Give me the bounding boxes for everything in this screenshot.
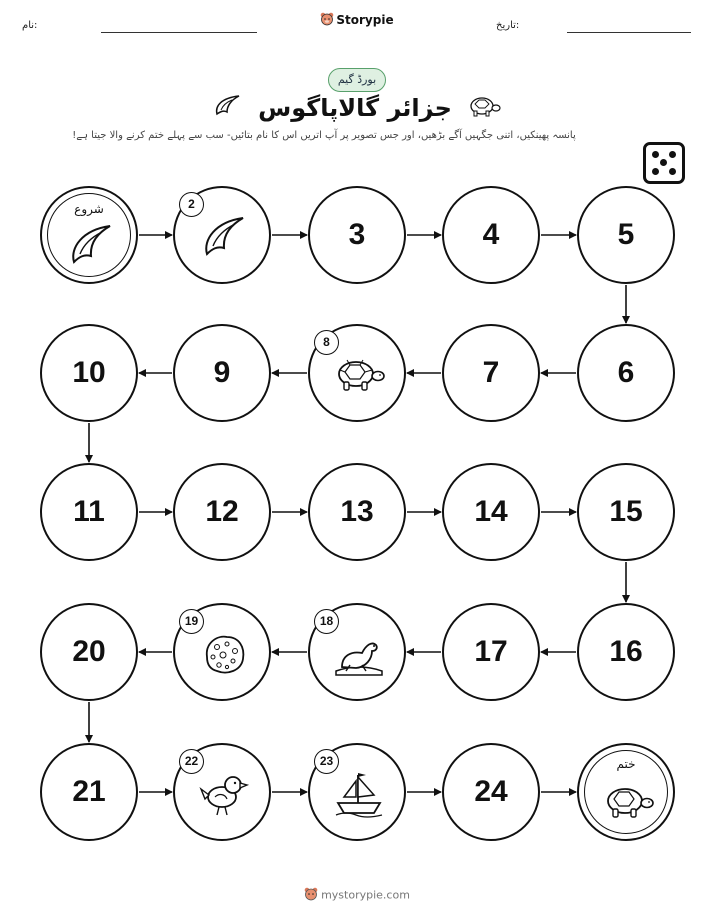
board-space-23[interactable]	[308, 743, 406, 841]
claw-icon	[64, 218, 118, 272]
tortoise-icon	[601, 775, 655, 829]
ship-icon	[332, 767, 386, 821]
space-number: 5	[617, 218, 635, 251]
finch-icon	[197, 767, 251, 821]
board-space-20[interactable]	[40, 603, 138, 701]
board-space-15[interactable]	[577, 463, 675, 561]
instructions: پانسہ پھینکیں، اتنی جگہیں آگے بڑھیں، اور جس تصویر پر آپ اتریں اس کا نام بتائیں- سب سے پہلے ختم کرنے والا جیتا ہے!	[72, 130, 576, 141]
date-label: تاریخ:	[496, 20, 520, 31]
board-space-7[interactable]	[442, 324, 540, 422]
finish-space[interactable]	[577, 743, 675, 841]
board-space-24[interactable]	[442, 743, 540, 841]
board-space-22[interactable]	[173, 743, 271, 841]
board-space-17[interactable]	[442, 603, 540, 701]
space-number: 22	[179, 749, 204, 774]
sea-lion-icon	[332, 627, 386, 681]
space-number: 18	[314, 609, 339, 634]
space-number: 2	[179, 192, 204, 217]
board-space-14[interactable]	[442, 463, 540, 561]
board-space-16[interactable]	[577, 603, 675, 701]
space-number: 24	[474, 775, 508, 808]
space-number: 11	[73, 495, 105, 528]
page-title: جزائر گالاپاگوس	[258, 94, 452, 122]
space-number: 19	[179, 609, 204, 634]
space-number: 21	[72, 775, 106, 808]
board-space-4[interactable]	[442, 186, 540, 284]
board-space-13[interactable]	[308, 463, 406, 561]
space-number: 23	[314, 749, 339, 774]
board-space-10[interactable]	[40, 324, 138, 422]
lava-rock-icon	[197, 627, 251, 681]
board-game-badge: بورڈ گیم	[328, 68, 386, 92]
board-space-3[interactable]	[308, 186, 406, 284]
space-number: 6	[617, 356, 635, 389]
space-number: 15	[609, 495, 643, 528]
start-label: شروع	[74, 202, 104, 216]
space-number: 16	[609, 635, 643, 668]
board-space-21[interactable]	[40, 743, 138, 841]
board-space-8[interactable]	[308, 324, 406, 422]
space-number: 8	[314, 330, 339, 355]
space-number: 17	[474, 635, 508, 668]
footer-url[interactable]: mystorypie.com	[321, 888, 410, 902]
space-number: 14	[474, 495, 508, 528]
space-number: 9	[213, 356, 231, 389]
space-number: 4	[482, 218, 500, 251]
finish-label: ختم	[616, 757, 636, 771]
board-space-19[interactable]	[173, 603, 271, 701]
board-space-9[interactable]	[173, 324, 271, 422]
storypie-bear-icon	[304, 887, 318, 904]
name-label: نام:	[22, 20, 38, 31]
start-space[interactable]	[40, 186, 138, 284]
board-space-12[interactable]	[173, 463, 271, 561]
board-space-6[interactable]	[577, 324, 675, 422]
brand-name: Storypie	[336, 13, 394, 27]
space-number: 10	[72, 356, 106, 389]
footer	[0, 887, 714, 904]
board-space-18[interactable]	[308, 603, 406, 701]
space-number: 3	[348, 218, 366, 251]
board-space-2[interactable]	[173, 186, 271, 284]
space-number: 13	[340, 495, 374, 528]
space-number: 12	[205, 495, 239, 528]
tortoise-icon	[332, 348, 386, 402]
claw-icon	[197, 210, 251, 264]
board-space-11[interactable]	[40, 463, 138, 561]
space-number: 7	[482, 356, 500, 389]
space-number: 20	[72, 635, 106, 668]
board-space-5[interactable]	[577, 186, 675, 284]
